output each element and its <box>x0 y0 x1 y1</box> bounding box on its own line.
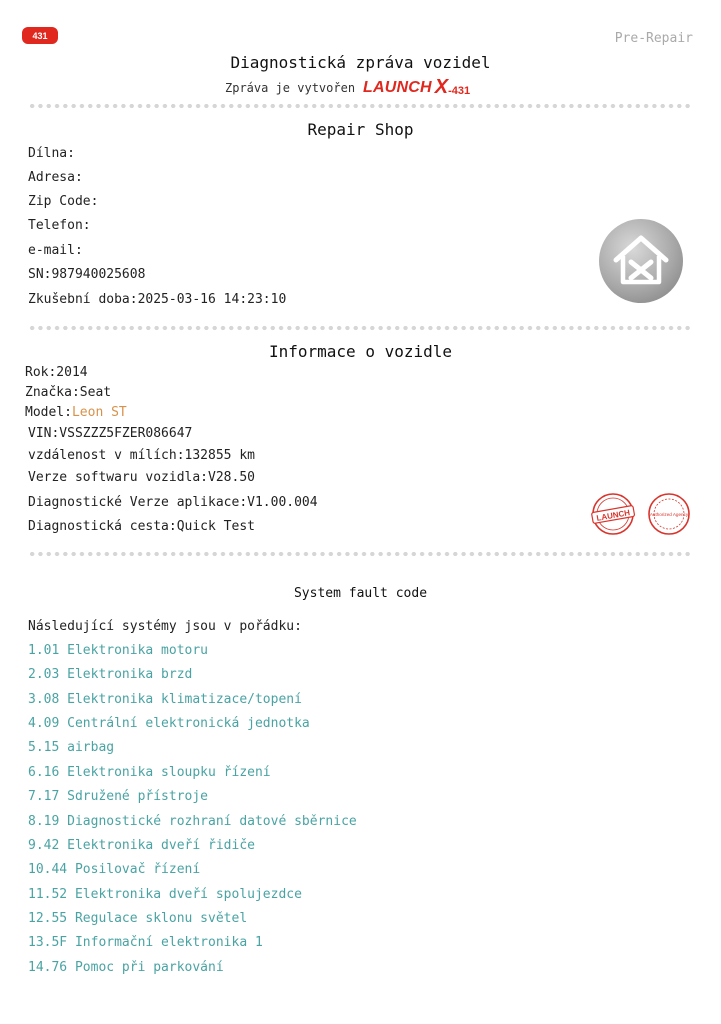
system-ok-item: 1.01 Elektronika motoru <box>28 643 209 658</box>
app-badge: 431 <box>22 27 58 44</box>
logo-word: LAUNCH <box>363 78 432 96</box>
shop-serial: SN:987940025608 <box>28 267 146 282</box>
system-ok-item: 3.08 Elektronika klimatizace/topení <box>28 692 302 707</box>
divider <box>28 103 693 109</box>
app-version: Diagnostické Verze aplikace:V1.00.004 <box>28 495 318 510</box>
stamp-agency-text: Authorized Agency <box>649 512 689 517</box>
vehicle-make: Značka:Seat <box>25 385 112 400</box>
section-title-vehicle: Informace o vozidle <box>268 342 453 361</box>
shop-workshop: Dílna: <box>28 146 75 161</box>
system-ok-item: 12.55 Regulace sklonu světel <box>28 911 248 926</box>
vehicle-vin: VIN:VSSZZZ5FZER086647 <box>28 426 193 441</box>
system-ok-item: 14.76 Pomoc při parkování <box>28 960 224 975</box>
section-title-repair-shop: Repair Shop <box>307 120 414 139</box>
diagnostic-path: Diagnostická cesta:Quick Test <box>28 519 255 534</box>
report-subtitle <box>225 76 470 99</box>
model-label: Model: <box>25 405 72 420</box>
shop-email: e-mail: <box>28 243 83 258</box>
system-ok-item: 9.42 Elektronika dveří řidiče <box>28 838 255 853</box>
logo-x: X <box>434 76 449 98</box>
shop-address: Adresa: <box>28 170 83 185</box>
subtitle-prefix: Zpráva je vytvořen <box>225 80 356 95</box>
launch-logo <box>363 76 470 99</box>
vehicle-mileage: vzdálenost v mílích:132855 km <box>28 448 255 463</box>
system-ok-item: 6.16 Elektronika sloupku řízení <box>28 765 271 780</box>
shop-phone: Telefon: <box>28 218 91 233</box>
system-ok-item: 11.52 Elektronika dveří spolujezdce <box>28 887 302 902</box>
section-title-faults: System fault code <box>293 586 428 601</box>
vehicle-model <box>25 405 127 420</box>
model-value: Leon ST <box>71 405 127 420</box>
report-status: Pre-Repair <box>614 31 693 46</box>
divider <box>28 325 693 331</box>
report-title: Diagnostická zpráva vozidel <box>230 53 491 72</box>
faults-intro: Následující systémy jsou v pořádku: <box>28 619 302 634</box>
launch-stamp-icon <box>589 492 637 536</box>
system-ok-item: 10.44 Posilovač řízení <box>28 862 201 877</box>
vehicle-year: Rok:2014 <box>25 365 88 380</box>
system-ok-item: 4.09 Centrální elektronická jednotka <box>28 716 310 731</box>
system-ok-item: 5.15 airbag <box>28 740 115 755</box>
home-repair-icon <box>598 218 684 304</box>
divider <box>28 551 693 557</box>
system-ok-item: 13.5F Informační elektronika 1 <box>28 935 263 950</box>
stamp-launch-text: LAUNCH <box>595 508 631 523</box>
system-ok-item: 7.17 Sdružené přístroje <box>28 789 209 804</box>
shop-test-time: Zkušební doba:2025-03-16 14:23:10 <box>28 292 287 307</box>
authorized-agency-stamp-icon <box>647 492 691 536</box>
system-ok-item: 8.19 Diagnostické rozhraní datové sběrnice <box>28 814 357 829</box>
system-ok-item: 2.03 Elektronika brzd <box>28 667 193 682</box>
vehicle-software: Verze softwaru vozidla:V28.50 <box>28 470 255 485</box>
logo-number: -431 <box>448 84 471 97</box>
shop-zip: Zip Code: <box>28 194 99 209</box>
